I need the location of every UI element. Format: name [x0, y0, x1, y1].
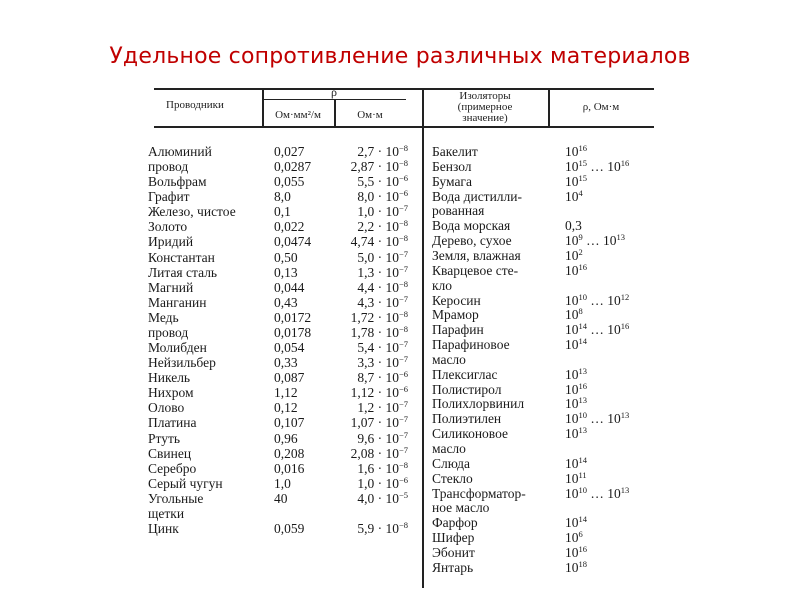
resistivity-ohm-m: $10^8$: [565, 306, 583, 323]
resistivity-ohm-m: $1,78 \cdot 10^{-8}$: [350, 323, 408, 340]
resistivity-ohm-m: $10^{18}$: [565, 558, 587, 575]
resistivity-ohm-mm2-m: 0,0287: [274, 159, 312, 175]
material-name: Серебро: [148, 460, 197, 476]
conductor-row: [148, 174, 418, 189]
insulator-row: [432, 471, 654, 486]
exponent: −7: [398, 293, 408, 304]
insulator-row: [432, 337, 654, 352]
resistivity-ohm-m: $2,2 \cdot 10^{-8}$: [357, 218, 408, 235]
header-conductors: Проводники: [166, 99, 224, 111]
resistivity-ohm-mm2-m: 0,0474: [274, 234, 312, 250]
resistivity-ohm-mm2-m: 0,044: [274, 279, 305, 295]
resistivity-ohm-mm2-m: 0,055: [274, 174, 305, 190]
header-rho: ρ: [331, 85, 337, 99]
material-name: Полистирол: [432, 381, 502, 397]
exponent: −7: [398, 444, 408, 455]
exponent: 16: [620, 321, 630, 332]
exponent: −7: [398, 414, 408, 425]
insulator-row: [432, 486, 654, 501]
exponent: −8: [398, 459, 408, 470]
exponent: −6: [398, 188, 408, 199]
material-name: рованная: [432, 203, 485, 219]
conductor-row: [148, 446, 418, 461]
resistivity-ohm-mm2-m: 0,022: [274, 219, 305, 235]
material-name: Серый чугун: [148, 475, 223, 491]
header-bottom-rule: [154, 126, 654, 128]
resistivity-ohm-m: $10^{14}$: [565, 336, 587, 353]
material-name: провод: [148, 324, 189, 340]
material-name: Никель: [148, 370, 191, 386]
material-name: Медь: [148, 309, 179, 325]
exponent: −8: [398, 143, 408, 153]
material-name: Шифер: [432, 530, 475, 546]
conductor-row: [148, 159, 418, 174]
material-name: Константан: [148, 249, 215, 265]
resistivity-ohm-m: $1,3 \cdot 10^{-7}$: [357, 263, 408, 280]
resistivity-ohm-mm2-m: 1,0: [274, 475, 291, 491]
exponent: 10: [578, 484, 587, 495]
header-insulators-note-2: значение): [462, 112, 508, 124]
insulator-row: [432, 233, 654, 248]
insulator-row: [432, 515, 654, 530]
conductor-row: [148, 491, 418, 506]
material-name: Нейзильбер: [148, 355, 216, 371]
conductor-row: [148, 431, 418, 446]
resistivity-ohm-m: $10^{16}$: [565, 543, 587, 560]
resistivity-ohm-m: $10^{13}$: [565, 395, 587, 412]
resistivity-ohm-mm2-m: 40: [274, 490, 288, 506]
insulator-row: [432, 411, 654, 426]
insulator-row: [432, 248, 654, 263]
insulator-row: [432, 174, 654, 189]
exponent: 14: [578, 321, 587, 332]
resistivity-ohm-m: $5,5 \cdot 10^{-6}$: [357, 173, 408, 190]
conductor-row: [148, 144, 418, 159]
resistivity-ohm-mm2-m: 0,0172: [274, 309, 312, 325]
insulator-row: [432, 560, 654, 575]
conductor-row: [148, 280, 418, 295]
exponent: 13: [578, 365, 587, 376]
resistivity-ohm-m: $10^2$: [565, 246, 583, 263]
resistivity-ohm-mm2-m: 0,43: [274, 294, 298, 310]
resistivity-ohm-m: 0,3: [565, 218, 582, 234]
material-name: провод: [148, 159, 189, 175]
resistivity-ohm-mm2-m: 0,50: [274, 249, 298, 265]
resistivity-ohm-m: $1,6 \cdot 10^{-8}$: [357, 459, 408, 476]
material-name: Полихлорвинил: [432, 396, 525, 412]
resistivity-ohm-mm2-m: 8,0: [274, 189, 291, 205]
exponent: −8: [398, 278, 408, 289]
exponent: 2: [578, 246, 583, 257]
material-name: Керосин: [432, 292, 481, 308]
exponent: −7: [398, 429, 408, 440]
exponent: −6: [398, 384, 408, 395]
exponent: 14: [578, 336, 587, 347]
resistivity-ohm-mm2-m: 0,059: [274, 521, 305, 536]
conductor-row: [148, 234, 418, 249]
material-name: Свинец: [148, 445, 192, 461]
resistivity-ohm-m: $10^{10}$ … $10^{13}$: [565, 484, 630, 501]
resistivity-ohm-mm2-m: 0,33: [274, 355, 298, 371]
material-name: Эбонит: [432, 544, 475, 560]
material-name: Литая сталь: [148, 264, 218, 280]
exponent: −7: [398, 354, 408, 365]
resistivity-ohm-m: $2,08 \cdot 10^{-7}$: [350, 444, 408, 461]
resistivity-ohm-m: $2,7 \cdot 10^{-8}$: [357, 143, 408, 159]
exponent: 13: [620, 410, 630, 421]
resistivity-ohm-mm2-m: 0,054: [274, 340, 305, 356]
material-name: Железо, чистое: [148, 204, 236, 220]
exponent: 6: [578, 529, 583, 540]
material-name: Цинк: [148, 521, 179, 536]
insulator-row: [432, 530, 654, 545]
resistivity-table: [148, 86, 654, 588]
material-name: Манганин: [148, 294, 207, 310]
resistivity-ohm-m: $3,3 \cdot 10^{-7}$: [357, 354, 408, 371]
resistivity-ohm-m: $1,0 \cdot 10^{-6}$: [357, 474, 408, 491]
resistivity-ohm-m: $10^{10}$ … $10^{12}$: [565, 291, 630, 308]
conductor-row: [148, 506, 418, 521]
exponent: 4: [578, 187, 583, 198]
resistivity-ohm-mm2-m: 0,13: [274, 264, 298, 280]
material-name: Вода морская: [432, 218, 511, 234]
exponent: −8: [398, 323, 408, 334]
resistivity-ohm-m: $10^{14}$ … $10^{16}$: [565, 321, 630, 338]
resistivity-ohm-m: $5,4 \cdot 10^{-7}$: [357, 339, 408, 356]
material-name: Вольфрам: [148, 174, 207, 190]
exponent: −5: [398, 489, 408, 500]
material-name: Платина: [148, 415, 197, 431]
header-unit-ohm-m: Ом·м: [357, 109, 383, 121]
insulator-row: [432, 218, 654, 233]
header-insulators: Изоляторы: [459, 90, 511, 102]
exponent: −8: [398, 218, 408, 229]
column-separator: [422, 88, 424, 588]
exponent: −8: [398, 233, 408, 244]
resistivity-ohm-mm2-m: 0,027: [274, 144, 305, 159]
exponent: 16: [578, 380, 587, 391]
material-name: масло: [432, 441, 466, 456]
material-name: Плексиглас: [432, 366, 498, 382]
exponent: 13: [578, 395, 587, 406]
material-name: Ртуть: [148, 430, 181, 446]
insulator-row: [432, 203, 654, 218]
insulator-row: [432, 382, 654, 397]
resistivity-ohm-m: $10^{13}$: [565, 425, 587, 442]
material-name: Золото: [148, 219, 188, 235]
resistivity-ohm-m: $10^{16}$: [565, 143, 587, 159]
material-name: Олово: [148, 400, 185, 416]
resistivity-ohm-mm2-m: 0,96: [274, 430, 298, 446]
exponent: −7: [398, 263, 408, 274]
resistivity-ohm-m: $4,0 \cdot 10^{-5}$: [357, 489, 408, 506]
resistivity-ohm-m: $9,6 \cdot 10^{-7}$: [357, 429, 408, 446]
resistivity-ohm-m: $10^{15}$ … $10^{16}$: [565, 157, 630, 174]
resistivity-ohm-mm2-m: 0,0178: [274, 324, 312, 340]
insulator-row: [432, 322, 654, 337]
exponent: 9: [578, 232, 583, 243]
material-name: ное масло: [432, 500, 490, 516]
exponent: 13: [578, 425, 587, 436]
resistivity-ohm-m: $5,0 \cdot 10^{-7}$: [357, 248, 408, 265]
resistivity-ohm-m: $4,74 \cdot 10^{-8}$: [350, 233, 408, 250]
resistivity-ohm-m: $10^{13}$: [565, 365, 587, 382]
resistivity-ohm-mm2-m: 0,1: [274, 204, 291, 220]
resistivity-ohm-m: $10^{15}$: [565, 172, 587, 189]
resistivity-ohm-mm2-m: 0,087: [274, 370, 305, 386]
material-name: Парафин: [432, 322, 484, 338]
material-name: Магний: [148, 279, 194, 295]
exponent: 11: [578, 469, 587, 480]
insulator-row: [432, 307, 654, 322]
exponent: −7: [398, 203, 408, 214]
material-name: Слюда: [432, 455, 471, 471]
material-name: Кварцевое сте-: [432, 262, 519, 278]
insulator-row: [432, 441, 654, 456]
insulator-row: [432, 159, 654, 174]
material-name: Угольные: [148, 490, 204, 506]
header-insulators-unit: ρ, Ом·м: [582, 101, 620, 113]
insulator-row: [432, 456, 654, 471]
material-name: масло: [432, 351, 466, 367]
conductor-row: [148, 189, 418, 204]
exponent: 13: [616, 232, 625, 243]
material-name: Вода дистилли-: [432, 188, 523, 204]
resistivity-ohm-m: $10^{16}$: [565, 380, 587, 397]
exponent: −6: [398, 474, 408, 485]
material-name: Мрамор: [432, 307, 479, 323]
material-name: Алюминий: [148, 144, 212, 159]
resistivity-ohm-mm2-m: 0,208: [274, 445, 305, 461]
conductor-row: [148, 219, 418, 234]
resistivity-ohm-m: $8,0 \cdot 10^{-6}$: [357, 188, 408, 205]
conductor-row: [148, 385, 418, 400]
exponent: −7: [398, 248, 408, 259]
exponent: 16: [578, 543, 587, 554]
exponent: −8: [398, 308, 408, 319]
conductor-row: [148, 340, 418, 355]
conductor-row: [148, 355, 418, 370]
exponent: 18: [578, 558, 587, 569]
material-name: Иридий: [148, 234, 194, 250]
exponent: 13: [620, 484, 630, 495]
material-name: Полиэтилен: [432, 411, 502, 427]
resistivity-ohm-m: $1,2 \cdot 10^{-7}$: [357, 399, 408, 416]
exponent: 14: [578, 514, 587, 525]
material-name: щетки: [148, 505, 185, 521]
exponent: −7: [398, 339, 408, 350]
insulator-row: [432, 500, 654, 515]
material-name: Янтарь: [432, 559, 474, 575]
conductor-row: [148, 370, 418, 385]
material-name: кло: [432, 277, 453, 293]
exponent: 10: [578, 410, 587, 421]
conductor-row: [148, 476, 418, 491]
conductor-row: [148, 265, 418, 280]
exponent: −6: [398, 369, 408, 380]
resistivity-ohm-mm2-m: 0,107: [274, 415, 305, 431]
material-name: Графит: [148, 189, 190, 205]
insulator-row: [432, 367, 654, 382]
conductor-row: [148, 461, 418, 476]
conductor-row: [148, 250, 418, 265]
resistivity-ohm-mm2-m: 0,016: [274, 460, 305, 476]
resistivity-ohm-m: $1,07 \cdot 10^{-7}$: [350, 414, 408, 431]
resistivity-ohm-m: $1,72 \cdot 10^{-8}$: [350, 308, 408, 325]
material-name: Бакелит: [432, 144, 478, 159]
insulator-row: [432, 189, 654, 204]
header-unit-ohm-mm2-m: Ом·мм²/м: [275, 109, 321, 121]
resistivity-ohm-mm2-m: 1,12: [274, 385, 298, 401]
material-name: Стекло: [432, 470, 473, 486]
conductor-row: [148, 400, 418, 415]
exponent: −6: [398, 173, 408, 184]
header-insulators-note-1: (примерное: [457, 101, 513, 113]
exponent: 12: [620, 291, 630, 302]
material-name: Нихром: [148, 385, 194, 401]
resistivity-ohm-m: $4,3 \cdot 10^{-7}$: [357, 293, 408, 310]
resistivity-ohm-m: $1,12 \cdot 10^{-6}$: [350, 384, 408, 401]
slide-title: Удельное сопротивление различных материалов: [109, 44, 691, 69]
exponent: 15: [578, 172, 587, 183]
insulator-row: [432, 396, 654, 411]
material-name: Бумага: [432, 173, 472, 189]
insulator-row: [432, 263, 654, 278]
conductor-row: [148, 310, 418, 325]
exponent: 15: [578, 157, 587, 168]
exponent: −7: [398, 399, 408, 410]
conductor-row: [148, 521, 418, 536]
exponent: 14: [578, 454, 587, 465]
resistivity-ohm-m: $8,7 \cdot 10^{-6}$: [357, 369, 408, 386]
material-name: Трансформатор-: [432, 485, 526, 501]
material-name: Силиконовое: [432, 426, 508, 442]
resistivity-ohm-m: $10^{10}$ … $10^{13}$: [565, 410, 630, 427]
conductor-row: [148, 204, 418, 219]
exponent: 16: [620, 157, 630, 168]
resistivity-ohm-m: $10^6$: [565, 529, 583, 546]
resistivity-ohm-m: $10^4$: [565, 187, 583, 204]
material-name: Парафиновое: [432, 337, 510, 353]
insulator-row: [432, 545, 654, 560]
resistivity-ohm-m: $4,4 \cdot 10^{-8}$: [357, 278, 408, 295]
resistivity-ohm-m: $1,0 \cdot 10^{-7}$: [357, 203, 408, 220]
insulator-row: [432, 278, 654, 293]
conductor-row: [148, 295, 418, 310]
material-name: Земля, влажная: [432, 247, 521, 263]
resistivity-ohm-m: $2,87 \cdot 10^{-8}$: [350, 158, 408, 175]
insulator-row: [432, 426, 654, 441]
insulator-row: [432, 352, 654, 367]
insulator-row: [432, 144, 654, 159]
conductor-row: [148, 325, 418, 340]
material-name: Бензол: [432, 158, 472, 174]
insulator-row: [432, 293, 654, 308]
resistivity-ohm-m: $10^{14}$: [565, 454, 587, 471]
resistivity-ohm-mm2-m: 0,12: [274, 400, 298, 416]
resistivity-ohm-m: $10^9$ … $10^{13}$: [565, 232, 625, 249]
exponent: −8: [398, 158, 408, 169]
resistivity-ohm-m: $5,9 \cdot 10^{-8}$: [357, 520, 408, 536]
resistivity-ohm-m: $10^{11}$: [565, 469, 587, 486]
exponent: 8: [578, 306, 583, 317]
exponent: 16: [578, 143, 587, 153]
exponent: 10: [578, 291, 587, 302]
material-name: Фарфор: [432, 515, 478, 531]
exponent: −8: [398, 520, 408, 530]
conductor-row: [148, 415, 418, 430]
resistivity-ohm-m: $10^{16}$: [565, 261, 587, 278]
material-name: Дерево, сухое: [432, 233, 512, 249]
exponent: 16: [578, 261, 587, 272]
material-name: Молибден: [148, 340, 207, 356]
resistivity-ohm-m: $10^{14}$: [565, 514, 587, 531]
